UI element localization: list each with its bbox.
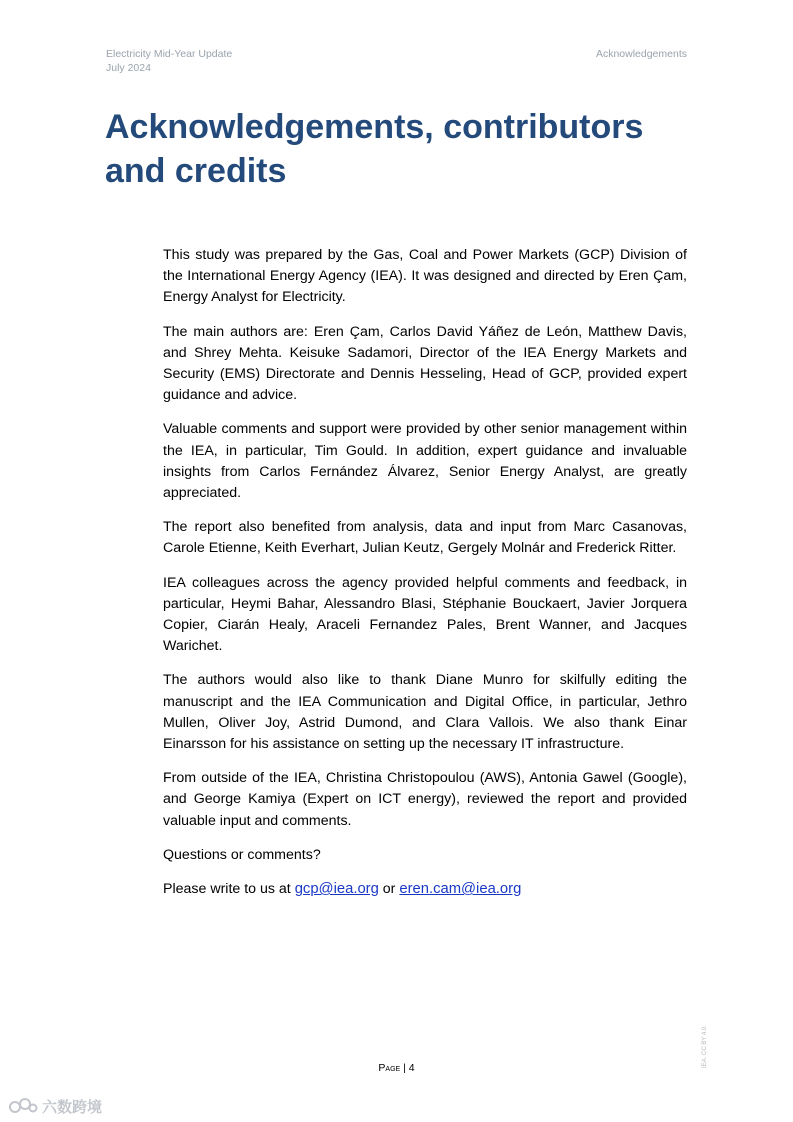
rights-notice: IEA. CC BY 4.0.: [702, 1025, 708, 1068]
watermark-text: 六数跨境: [42, 1098, 103, 1116]
gcp-email-link[interactable]: gcp@iea.org: [294, 881, 379, 898]
page-separator: |: [403, 1062, 406, 1074]
running-header-left: [106, 47, 232, 75]
paragraph: The main authors are: Eren Çam, Carlos David Yáñez de León, Matthew Davis, and Shrey Mehta. Keisuke Sadamori, Director of the IEA Energy Markets and Security (EMS) Directorate and Dennis Hesseling, Head of GCP, provided expert guidance and advice.: [163, 323, 687, 404]
paragraph: The report also benefited from analysis, data and input from Marc Casanovas, Carole Etienne, Keith Everhart, Julian Keutz, Gergely Molnár and Frederick Ritter.: [163, 519, 687, 557]
paragraph: From outside of the IEA, Christina Christopoulou (AWS), Antonia Gawel (Google), and George Kamiya (Expert on ICT energy), reviewed the report and provided valuable input and comments.: [163, 770, 687, 829]
page-footer: [0, 1062, 793, 1074]
page-title: [105, 105, 705, 193]
paragraph: Valuable comments and support were provided by other senior management within the IEA, in particular, Tim Gould. In addition, expert guidance and invaluable insights from Carlos Fernández Álvarez, Senior Energy Analyst, are greatly appreciated.: [163, 421, 687, 502]
running-header-section: Acknowledgements: [595, 48, 687, 60]
paragraph: IEA colleagues across the agency provided helpful comments and feedback, in particular, Heymi Bahar, Alessandro Blasi, Stéphanie Bouckaert, Javier Jorquera Copier, Ciarán Healy, Araceli Fernandez Pales, Brent Wanner, and Jacques Warichet.: [163, 574, 687, 655]
eren-email-link[interactable]: eren.cam@iea.org: [399, 881, 522, 898]
page-title-line1: Acknowledgements, contributors: [105, 108, 644, 146]
watermark: [8, 1095, 102, 1117]
page-number: 4: [408, 1062, 415, 1074]
paragraph: The authors would also like to thank Diane Munro for skilfully editing the manuscript and the IEA Communication and Digital Office, in particular, Jethro Mullen, Oliver Joy, Astrid Dumond, and Clara Vallois. We also thank Einar Einarsson for his assistance on setting up the necessary IT infrastructure.: [163, 672, 687, 753]
contact-prefix: Please write to us at: [163, 881, 291, 898]
paragraph: This study was prepared by the Gas, Coal and Power Markets (GCP) Division of the International Energy Agency (IEA). It was designed and directed by Eren Çam, Energy Analyst for Electricity.: [163, 247, 687, 306]
body-text: [163, 245, 687, 913]
contact-line: [163, 879, 687, 900]
contact-connector: or: [382, 881, 396, 898]
report-title: Electricity Mid-Year Update: [106, 48, 233, 60]
page-title-line2: and credits: [105, 152, 287, 190]
logo-mark-icon: [8, 1096, 38, 1116]
page-label: Page: [378, 1062, 401, 1074]
questions-line: Questions or comments?: [163, 846, 321, 863]
report-date: July 2024: [106, 62, 151, 74]
